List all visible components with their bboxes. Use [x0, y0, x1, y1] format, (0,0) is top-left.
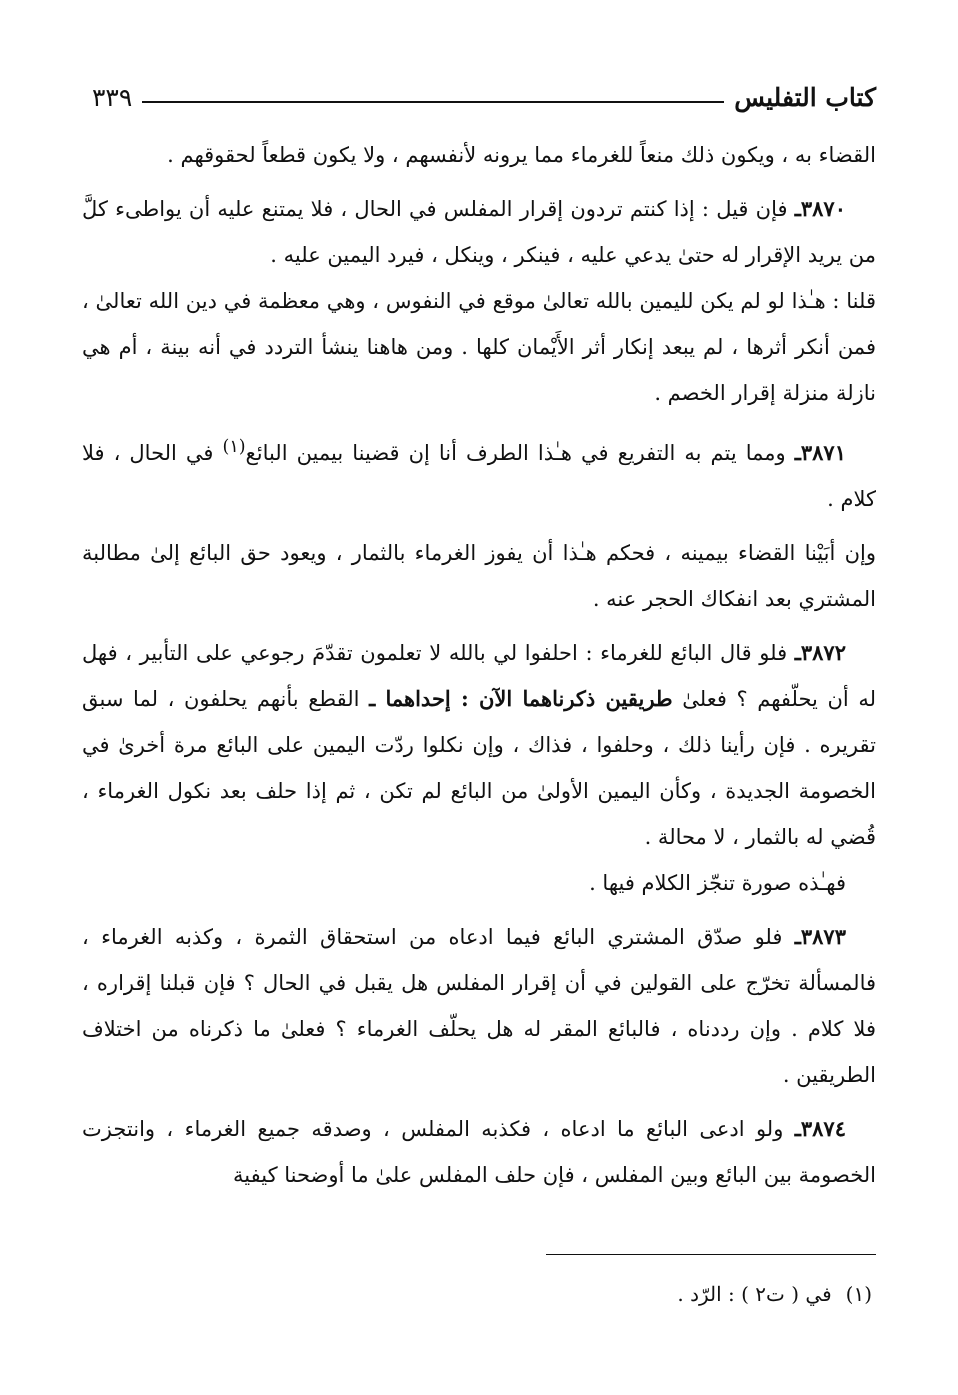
paragraph	[82, 1106, 876, 1198]
footnote-text: في ( ت٢ ) : الرّد .	[677, 1282, 832, 1306]
paragraph-text: فلو صدّق المشتري البائع فيما ادعاه من استحقاق الثمرة ، وكذبه الغرماء ، فالمسألة تخرّج على القولين في أن إقرار المفلس هل يقبل في الحال ؟ فإن قبلنا إقراره ، فلا كلام . وإن رددناه ، فالبائع المقر له هل يحلّف الغرماء ؟ فعلىٰ ما ذكرناه من اختلاف الطريقين .	[82, 925, 876, 1087]
paragraph	[82, 278, 876, 416]
paragraph	[82, 186, 876, 278]
paragraph-text: فهـٰذه صورة تنجّز الكلام فيها .	[589, 871, 846, 895]
page-number: ٣٣٩	[92, 82, 133, 112]
paragraph	[82, 630, 876, 860]
paragraph-text: في الحال ، فلا كلام .	[82, 441, 876, 511]
paragraph-text: فإن قيل : إذا كنتم تردون إقرار المفلس في الحال ، فلا يمتنع عليه أن يواطىء كلَّ من يريد الإقرار له حتىٰ يدعي عليه ، فينكر ، وينكل ، فيرد اليمين عليه .	[82, 197, 876, 267]
footnote-ref: (١)	[222, 437, 246, 457]
header-rule	[142, 101, 724, 103]
paragraph-number: ٣٨٧٠ـ	[794, 196, 846, 221]
paragraph	[82, 860, 876, 906]
paragraph-text: قلنا : هـٰذا لو لم يكن لليمين بالله تعالىٰ موقع في النفوس ، وهي معظمة في دين الله تعالىٰ ، فمن أنكر أثرها ، لم يبعد إنكار أثر الأَيْمان كلها . ومن هاهنا ينشأ التردد في أنه بينة ، أم هي نازلة منزلة إقرار الخصم .	[82, 289, 876, 405]
chapter-title: كتاب التفليس	[734, 82, 876, 112]
footnote	[82, 1282, 872, 1306]
paragraph-text: القطع بأنهم يحلفون ، لما سبق تقريره . فإن رأينا ذلك ، وحلفوا ، فذاك ، وإن نكلوا ردّت اليمين على البائع مرة أخرىٰ في الخصومة الجديدة ، وكأن اليمين الأولىٰ من البائع لم تكن ، ثم إذا حلف بعد نكول الغرماء ، قُضي له بالثمار ، لا محالة .	[82, 687, 876, 849]
paragraph-number: ٣٨٧٤ـ	[794, 1116, 846, 1141]
paragraph-number: ٣٨٧٢ـ	[794, 640, 846, 665]
paragraph	[82, 914, 876, 1098]
paragraph-text: القضاء به ، ويكون ذلك منعاً للغرماء مما يرونه لأنفسهم ، ولا يكون قطعاً لحقوقهم .	[167, 143, 876, 167]
paragraph-text: ولو ادعى البائع ما ادعاه ، فكذبه المفلس ، وصدقه جميع الغرماء ، وانتجزت الخصومة بين البائع وبين المفلس ، فإن حلف المفلس علىٰ ما أوضحنا كيفية	[82, 1117, 876, 1187]
paragraph	[82, 530, 876, 622]
paragraph-text: وإن أبَيْنا القضاء بيمينه ، فحكم هـٰذا أن يفوز الغرماء بالثمار ، ويعود حق البائع إلىٰ مطالبة المشتري بعد انفكاك الحجر عنه .	[82, 541, 876, 611]
paragraph	[82, 424, 876, 522]
paragraph-number: ٣٨٧١ـ	[794, 440, 846, 465]
footnote-divider	[546, 1254, 876, 1255]
paragraph-text: فلو قال البائع للغرماء : احلفوا لي بالله لا تعلمون تقدّمَ رجوعي على التأبير ، فهل له أن يحلّفهم ؟ فعلىٰ	[82, 641, 876, 711]
bold-phrase: طريقين ذكرناهما الآن : إحداهما ـ	[369, 686, 673, 711]
footnote-number: (١)	[845, 1282, 872, 1306]
paragraph-number: ٣٨٧٣ـ	[794, 924, 846, 949]
paragraph	[82, 132, 876, 178]
body-text	[82, 132, 876, 1198]
running-header	[92, 82, 876, 112]
paragraph-text: ومما يتم به التفريع في هـٰذا الطرف أنا إن قضينا بيمين البائع	[245, 441, 795, 465]
